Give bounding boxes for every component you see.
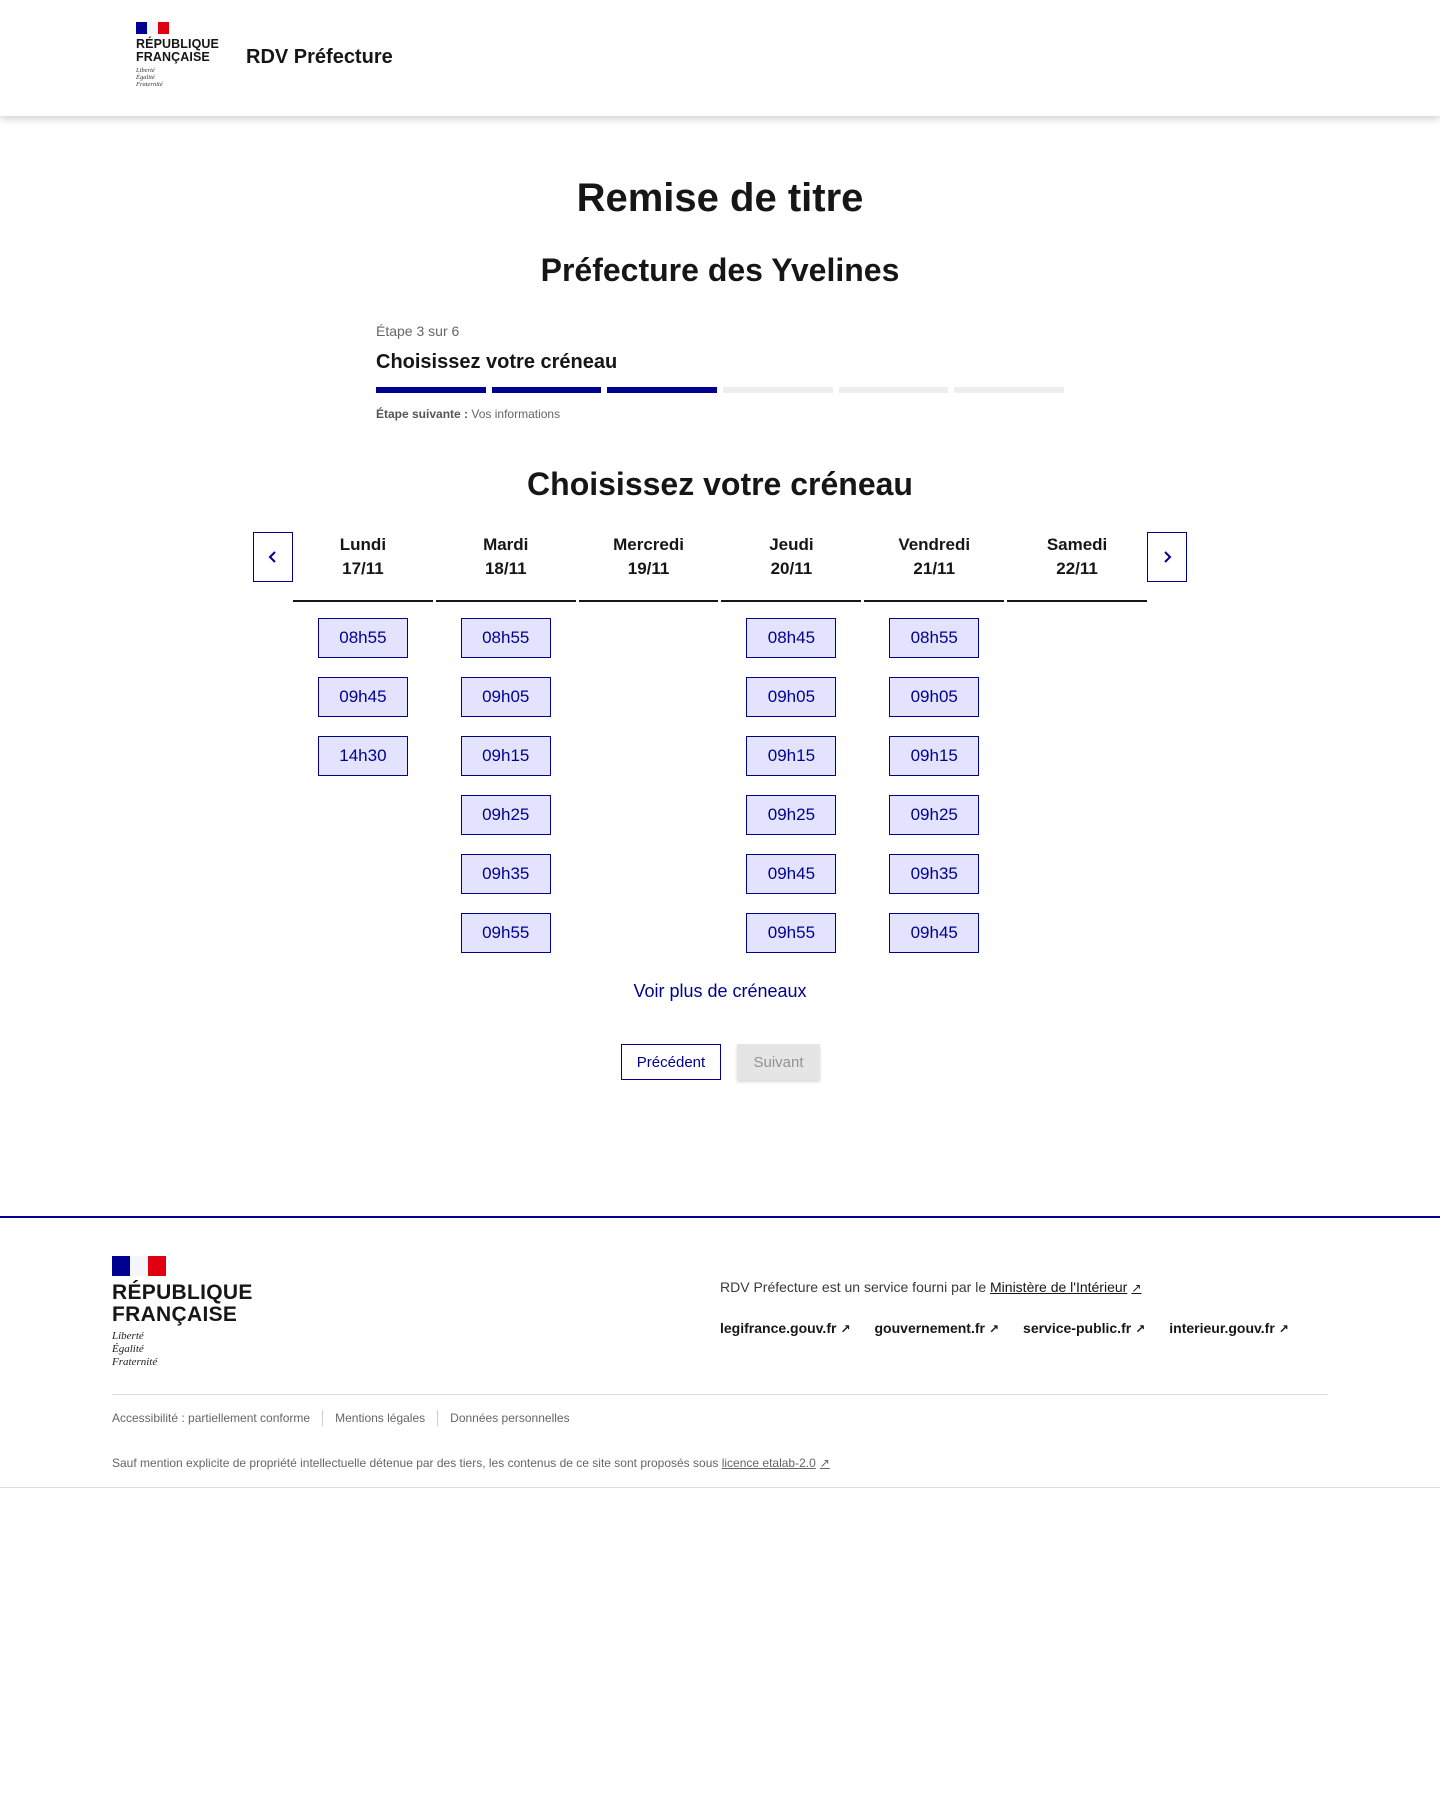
footer-logo[interactable]	[112, 1256, 253, 1369]
logo-text: RÉPUBLIQUE FRANÇAISE	[136, 37, 219, 64]
step-progress-bar	[376, 387, 1064, 393]
time-slot-button[interactable]: 09h55	[461, 913, 551, 953]
time-slot-button[interactable]: 09h35	[889, 854, 979, 894]
footer-bottom-link[interactable]: Accessibilité : partiellement conforme	[112, 1411, 311, 1425]
footer-links	[720, 1320, 1289, 1336]
site-header	[0, 0, 1440, 116]
day-column-samedi	[1007, 532, 1147, 953]
time-slot-button[interactable]: 09h45	[746, 854, 836, 894]
day-column-mercredi	[579, 532, 719, 953]
time-slot-button[interactable]: 09h45	[318, 677, 408, 717]
step-next-label: Étape suivante :	[376, 407, 469, 421]
time-slot-button[interactable]: 09h05	[746, 677, 836, 717]
chevron-left-icon	[266, 550, 280, 564]
step-bar-segment	[954, 387, 1064, 393]
ministry-link[interactable]: Ministère de l'Intérieur ↗	[990, 1279, 1142, 1295]
devise: Liberté Égalité Fraternité	[136, 67, 163, 88]
more-slots-link[interactable]: Voir plus de créneaux	[633, 981, 807, 1001]
time-slot-button[interactable]: 08h55	[461, 618, 551, 658]
time-slot-button[interactable]: 08h45	[746, 618, 836, 658]
step-next-value: Vos informations	[471, 407, 561, 421]
previous-button[interactable]: Précédent	[621, 1044, 721, 1080]
time-slot-button[interactable]: 08h55	[318, 618, 408, 658]
slot-heading: Choisissez votre créneau	[527, 466, 913, 502]
page-title: Remise de titre	[576, 176, 864, 220]
time-slot-button[interactable]: 09h05	[889, 677, 979, 717]
day-name: Jeudi	[769, 535, 814, 554]
next-button[interactable]: Suivant	[737, 1044, 820, 1080]
day-name: Lundi	[339, 535, 387, 554]
day-header	[721, 532, 861, 602]
license-text: Sauf mention explicite de propriété intellectuelle détenue par des tiers, les contenus de ce site sont proposés sous	[112, 1456, 719, 1470]
footer-link[interactable]: interieur.gouv.fr ↗	[1169, 1320, 1289, 1336]
stepper	[376, 323, 1064, 421]
day-date: 20/11	[770, 559, 813, 578]
footer-description-text: RDV Préfecture est un service fourni par le	[720, 1279, 987, 1295]
day-name: Samedi	[1046, 535, 1108, 554]
chevron-right-icon	[1160, 550, 1174, 564]
page-subtitle: Préfecture des Yvelines	[540, 252, 900, 288]
time-slot-button[interactable]: 09h15	[746, 736, 836, 776]
license-link[interactable]: licence etalab-2.0 ↗	[721, 1456, 830, 1470]
external-link-icon: ↗	[1135, 1322, 1146, 1336]
time-slot-button[interactable]: 09h15	[889, 736, 979, 776]
footer-bottom-link[interactable]: Données personnelles	[437, 1410, 581, 1426]
footer-link[interactable]: legifrance.gouv.fr ↗	[720, 1320, 851, 1336]
footer-bottom-link[interactable]: Mentions légales	[322, 1410, 437, 1426]
slot-list	[579, 602, 719, 618]
step-state: Étape 3 sur 6	[376, 323, 460, 339]
footer-link[interactable]: gouvernement.fr ↗	[874, 1320, 1000, 1336]
french-flag-icon	[112, 1256, 253, 1276]
time-slot-button[interactable]: 09h05	[461, 677, 551, 717]
time-slot-button[interactable]: 09h15	[461, 736, 551, 776]
slot-list	[721, 602, 861, 953]
day-column-mardi	[436, 532, 576, 953]
footer-license	[112, 1456, 830, 1470]
footer-link[interactable]: service-public.fr ↗	[1023, 1320, 1146, 1336]
time-slot-button[interactable]: 09h45	[889, 913, 979, 953]
service-name[interactable]: RDV Préfecture	[246, 46, 393, 68]
day-column-lundi	[293, 532, 433, 953]
day-column-jeudi	[721, 532, 861, 953]
slot-list	[436, 602, 576, 953]
footer-divider	[112, 1394, 1328, 1395]
day-date: 22/11	[1056, 559, 1098, 578]
external-link-icon: ↗	[1131, 1281, 1142, 1295]
day-date: 18/11	[484, 559, 527, 578]
step-bar-segment	[376, 387, 486, 393]
day-header	[1007, 532, 1147, 602]
time-slot-button[interactable]: 09h55	[746, 913, 836, 953]
step-bar-segment	[839, 387, 949, 393]
day-date: 17/11	[342, 559, 384, 578]
next-week-button[interactable]	[1147, 532, 1187, 582]
time-slot-button[interactable]: 14h30	[318, 736, 408, 776]
slot-list	[864, 602, 1004, 953]
time-slot-button[interactable]: 09h25	[889, 795, 979, 835]
external-link-icon: ↗	[1278, 1322, 1289, 1336]
site-footer	[0, 1216, 1440, 1488]
day-header	[579, 532, 719, 602]
french-flag-icon	[136, 22, 226, 34]
step-title: Choisissez votre créneau	[376, 351, 618, 373]
step-bar-segment	[607, 387, 717, 393]
slot-list	[1007, 602, 1147, 618]
step-bar-segment	[492, 387, 602, 393]
republique-francaise-logo[interactable]	[136, 22, 226, 88]
footer-devise: Liberté Égalité Fraternité	[112, 1330, 158, 1368]
day-header	[293, 532, 433, 602]
slot-list	[293, 602, 433, 776]
time-slot-button[interactable]: 09h25	[461, 795, 551, 835]
external-link-icon: ↗	[819, 1456, 830, 1470]
footer-logo-text: RÉPUBLIQUE FRANÇAISE	[112, 1281, 253, 1326]
footer-description	[720, 1279, 1141, 1295]
days-grid	[293, 532, 1147, 953]
day-name: Mardi	[483, 535, 529, 554]
external-link-icon: ↗	[840, 1322, 851, 1336]
day-column-vendredi	[864, 532, 1004, 953]
step-bar-segment	[723, 387, 833, 393]
previous-week-button[interactable]	[253, 532, 293, 582]
day-header	[436, 532, 576, 602]
step-next	[376, 407, 1064, 421]
day-header	[864, 532, 1004, 602]
time-slot-button[interactable]: 09h25	[746, 795, 836, 835]
day-name: Mercredi	[613, 535, 684, 554]
time-slot-button[interactable]: 09h35	[461, 854, 551, 894]
time-slot-button[interactable]: 08h55	[889, 618, 979, 658]
external-link-icon: ↗	[988, 1322, 1000, 1336]
footer-bottom-links	[112, 1410, 582, 1426]
day-date: 21/11	[913, 559, 956, 578]
day-date: 19/11	[627, 559, 670, 578]
day-name: Vendredi	[898, 535, 971, 554]
